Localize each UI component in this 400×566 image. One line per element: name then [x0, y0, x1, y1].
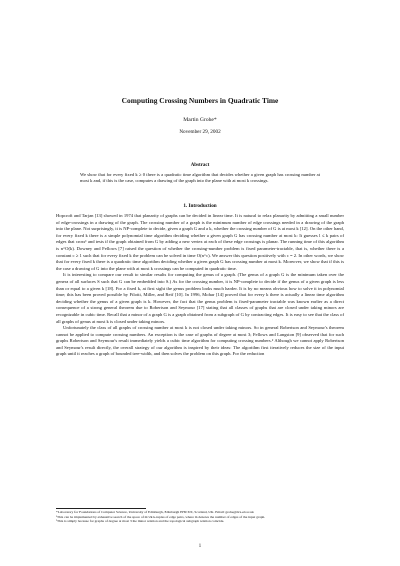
section-heading-introduction: 1. Introduction — [183, 203, 217, 209]
paper-date: November 29, 2002 — [179, 129, 221, 135]
author-name: Martin Grohe* — [183, 117, 217, 123]
introduction-body — [56, 213, 344, 358]
footnote-rule — [56, 508, 146, 509]
paragraph: Hopcroft and Tarjan [13] showed in 1974 that planarity of graphs can be decided in linear time. It is natural to relax planarity by admitting a small number of edge-crossings in a drawing of the graph. The crossing number of a graph is the minimum number of edge crossings needed in a drawing of the graph into the plane. Not surprisingly, it is NP-complete to decide, given a graph G and a k, whether the crossing number of G is at most k [12]. On the other hand, for every fixed k there is a simple polynomial time algorithm deciding whether a given graph G has crossing number at most k: It guesses l ≤ k pairs of edges that cross¹ and tests if the graph obtained from G by adding a new vertex at each of these edge crossings is planar. The running time of this algorithm is n^O(k). Downey and Fellows [7] raised the question of whether the crossing-number problem is fixed parameter-tractable, that is, whether there is a constant c ≥ 1 such that for every fixed k the problem can be solved in time O(n^c). We answer this question positively with c = 2. In other words, we show that for every fixed k there is a quadratic time algorithm deciding whether a given graph G has crossing number at most k. Moreover, we show that if this is the case a drawing of G into the plane with at most k crossings can be computed in quadratic time. — [56, 213, 344, 271]
abstract-text: We show that for every fixed k ≥ 0 there is a quadratic time algorithm that decides whether a given graph has crossing number at most k and, if this is the case, computes a drawing of the graph into the plane with at most k crossings. — [80, 172, 320, 184]
paper-title: Computing Crossing Numbers in Quadratic Time — [121, 96, 279, 105]
footnotes — [56, 510, 344, 524]
paragraph: Unfortunately the class of all graphs of crossing number at most k is not closed under taking minors. So in general Robertson and Seymour's theorem cannot be applied to compute crossing numbers. An exception is the case of graphs of degree at most 3; Fellows and Langston [9] observed that for such graphs Robertson and Seymour's result immediately yields a cubic time algorithm for computing crossing numbers.² Although we cannot apply Robertson and Seymour's result directly, the overall strategy of our algorithm is inspired by their ideas: The algorithm first iteratively reduces the size of the input graph until it reaches a graph of bounded tree-width, and then solves the problem on this graph. For the reduction — [56, 325, 344, 357]
footnote: ¹This can be implemented by exhaustive search of the space of m^2k k-tuples of edge pairs, where m denotes the number of edges of the input graph. — [56, 514, 266, 519]
paragraph: It is interesting to compare our result to similar results for computing the genus of a graph. (The genus of a graph G is the minimum taken over the genera of all surfaces S such that G can be embedded into S.) As for the crossing number, it is NP-complete to decide if the genus of a given graph is less than or equal to a given k [18]. For a fixed k, at first sight the genus problem looks much harder. It is by no means obvious how to solve it in polynomial time; this has been proved possible by Filotti, Miller, and Reif [10]. In 1996, Mohar [14] proved that for every k there is actually a linear time algorithm deciding whether the genus of a given graph is k. However, the fact that the genus problem is fixed-parameter tractable was known earlier as a direct consequence of a strong general theorem due to Robertson and Seymour [17] stating that all classes of graphs that are closed under taking minors are recognizable in cubic time. Recall that a minor of a graph G is a graph obtained from a subgraph of G by contracting edges. It is easy to see that the class of all graphs of genus at most k is closed under taking minors. — [56, 272, 344, 324]
footnote: *Laboratory for Foundations of Computer Science, University of Edinburgh, Edinburgh EH9 3JZ, Scotland, UK. Email: grohe@dcs.ed.ac.uk — [56, 510, 254, 514]
abstract-heading: Abstract — [190, 163, 210, 168]
page-number: 1 — [198, 544, 202, 549]
footnote: ²This is simply because for graphs of degree at most 3 the minor relation and the topological subgraph relation coincide. — [56, 519, 225, 524]
